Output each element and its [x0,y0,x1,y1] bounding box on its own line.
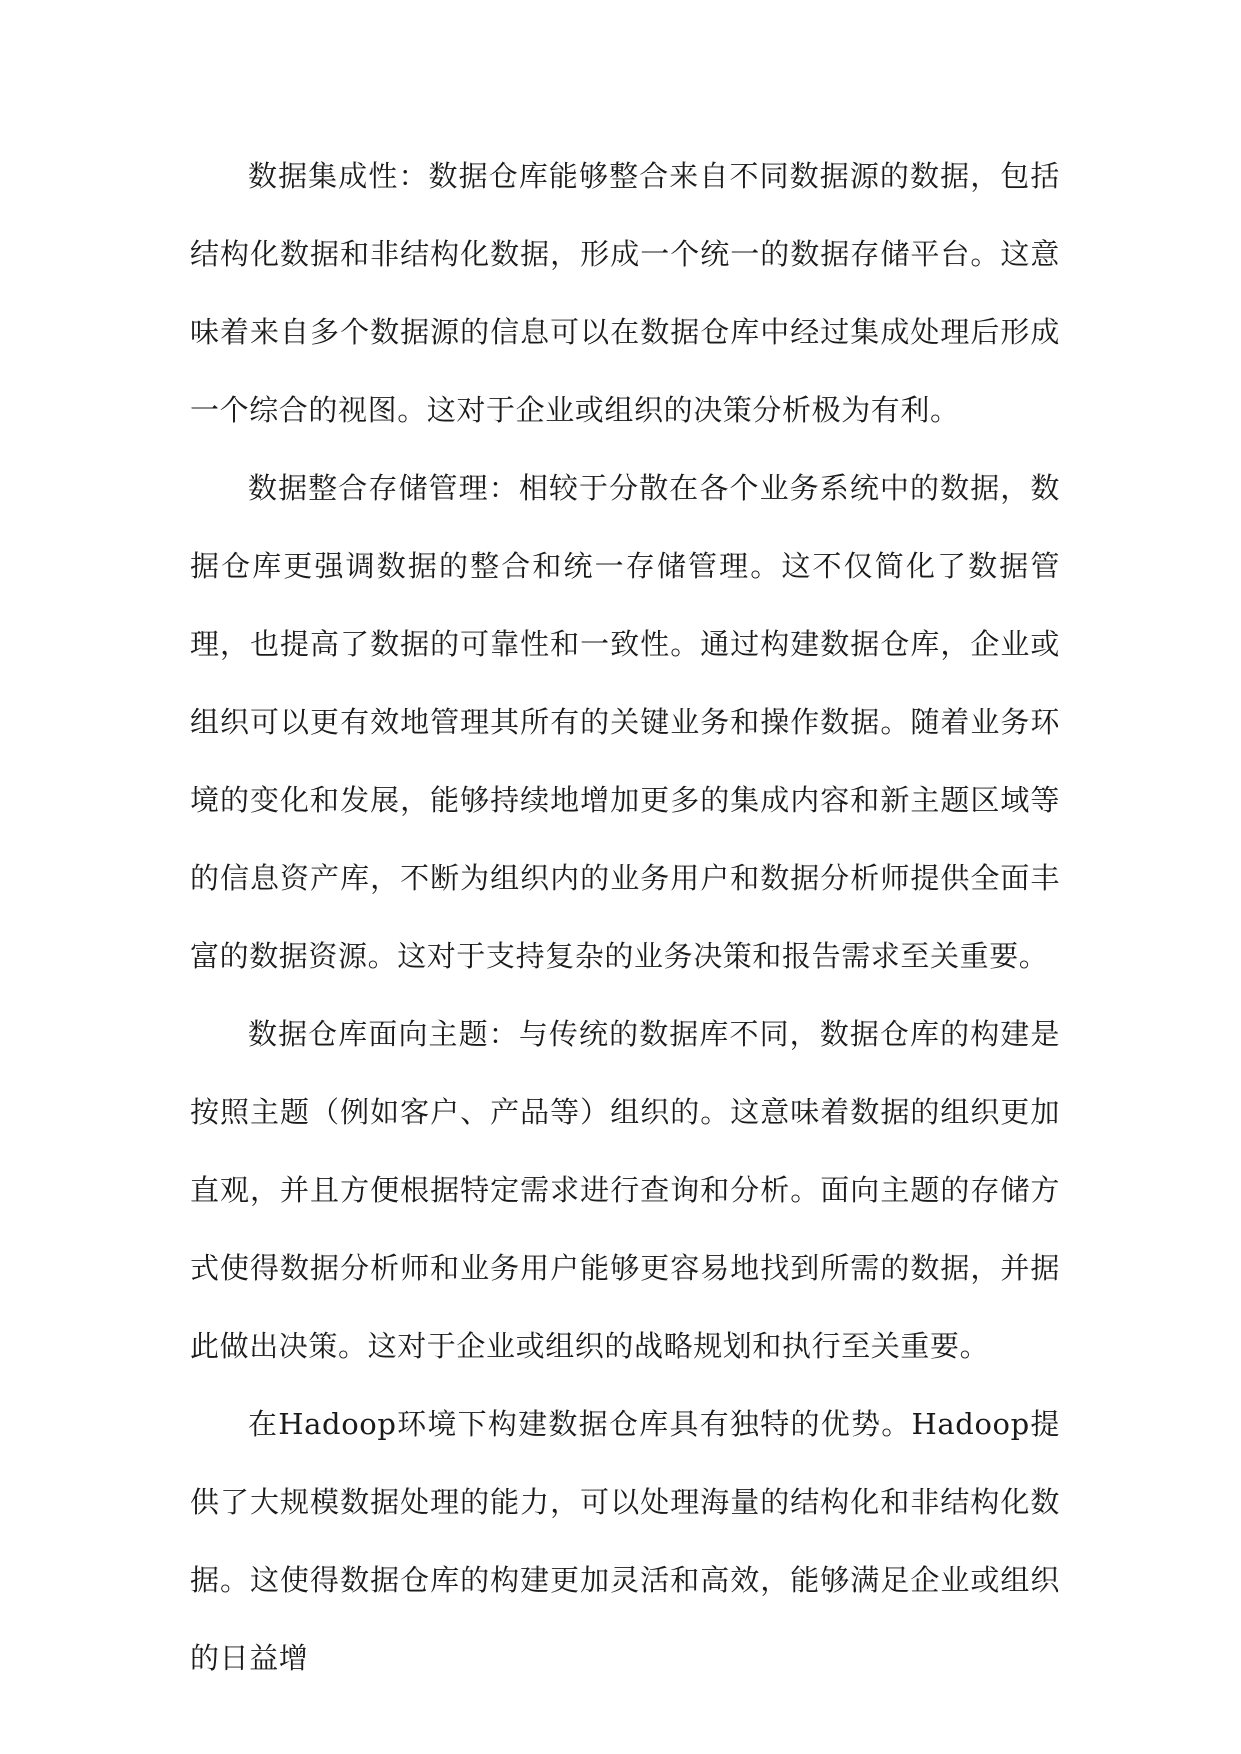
paragraph-subject-oriented: 数据仓库面向主题：与传统的数据库不同，数据仓库的构建是按照主题（例如客户、产品等）组织的。这意味着数据的组织更加直观，并且方便根据特定需求进行查询和分析。面向主题的存储方式使得数据分析师和业务用户能够更容易地找到所需的数据，并据此做出决策。这对于企业或组织的战略规划和执行至关重要。 [190,1017,1060,1363]
paragraph-hadoop-advantages: 在Hadoop环境下构建数据仓库具有独特的优势。Hadoop提供了大规模数据处理的能力，可以处理海量的结构化和非结构化数据。这使得数据仓库的构建更加灵活和高效，能够满足企业或组织的日益增 [190,1407,1060,1675]
document-body [190,137,1060,1697]
paragraph-storage-management: 数据整合存储管理：相较于分散在各个业务系统中的数据，数据仓库更强调数据的整合和统一存储管理。这不仅简化了数据管理，也提高了数据的可靠性和一致性。通过构建数据仓库，企业或组织可以更有效地管理其所有的关键业务和操作数据。随着业务环境的变化和发展，能够持续地增加更多的集成内容和新主题区域等的信息资产库，不断为组织内的业务用户和数据分析师提供全面丰富的数据资源。这对于支持复杂的业务决策和报告需求至关重要。 [190,471,1060,973]
paragraph-data-integration: 数据集成性：数据仓库能够整合来自不同数据源的数据，包括结构化数据和非结构化数据，形成一个统一的数据存储平台。这意味着来自多个数据源的信息可以在数据仓库中经过集成处理后形成一个综合的视图。这对于企业或组织的决策分析极为有利。 [190,159,1060,427]
